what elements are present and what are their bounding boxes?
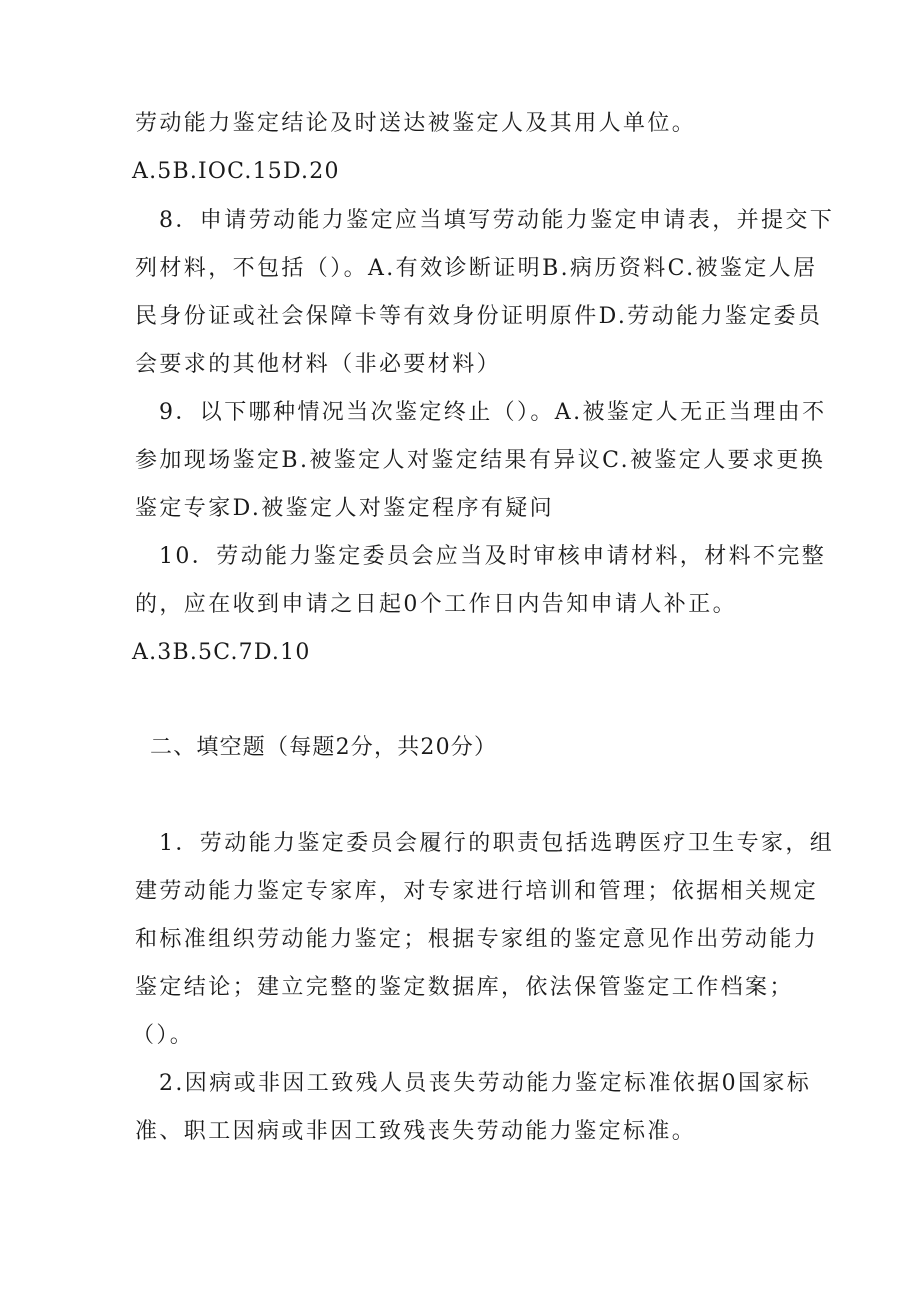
text-line-f1-4: 鉴定结论；建立完整的鉴定数据库，依法保管鉴定工作档案； xyxy=(135,975,794,1000)
text-line-q8-1: 8．申请劳动能力鉴定应当填写劳动能力鉴定申请表，并提交下 xyxy=(159,208,835,233)
text-line-f1-2: 建劳动能力鉴定专家库，对专家进行培训和管理；依据相关规定 xyxy=(135,879,819,904)
text-line-f2-2: 准、职工因病或非因工致残丧失劳动能力鉴定标准。 xyxy=(135,1119,697,1144)
text-line-q10-2: 的，应在收到申请之日起0个工作日内告知申请人补正。 xyxy=(135,592,737,617)
text-line-q9-3: 鉴定专家D.被鉴定人对鉴定程序有疑问 xyxy=(135,496,555,521)
text-line-q7-options: A.5B.IOC.15D.20 xyxy=(132,159,340,184)
text-line-f1-1: 1．劳动能力鉴定委员会履行的职责包括选聘医疗卫生专家，组 xyxy=(159,831,835,856)
text-line-q8-3: 民身份证或社会保障卡等有效身份证明原件D.劳动能力鉴定委员 xyxy=(135,304,823,329)
text-line-q8-4: 会要求的其他材料（非必要材料） xyxy=(135,352,502,377)
text-line-q7-continuation: 劳动能力鉴定结论及时送达被鉴定人及其用人单位。 xyxy=(135,111,697,136)
text-line-f1-5: （）。 xyxy=(132,1023,195,1048)
text-line-q9-1: 9．以下哪种情况当次鉴定终止（）。A.被鉴定人无正当理由不 xyxy=(159,400,827,425)
text-line-f1-3: 和标准组织劳动能力鉴定；根据专家组的鉴定意见作出劳动能力 xyxy=(135,927,819,952)
text-line-q8-2: 列材料，不包括（）。A.有效诊断证明B.病历资料C.被鉴定人居 xyxy=(135,256,818,281)
text-line-f2-1: 2.因病或非因工致残人员丧失劳动能力鉴定标准依据0国家标 xyxy=(159,1071,812,1096)
section-heading-fill-in: 二、填空题（每题2分，共20分） xyxy=(150,735,498,760)
text-line-q10-options: A.3B.5C.7D.10 xyxy=(132,640,311,665)
text-line-q9-2: 参加现场鉴定B.被鉴定人对鉴定结果有异议C.被鉴定人要求更换 xyxy=(135,448,826,473)
text-line-q10-1: 10．劳动能力鉴定委员会应当及时审核申请材料，材料不完整 xyxy=(159,544,827,569)
